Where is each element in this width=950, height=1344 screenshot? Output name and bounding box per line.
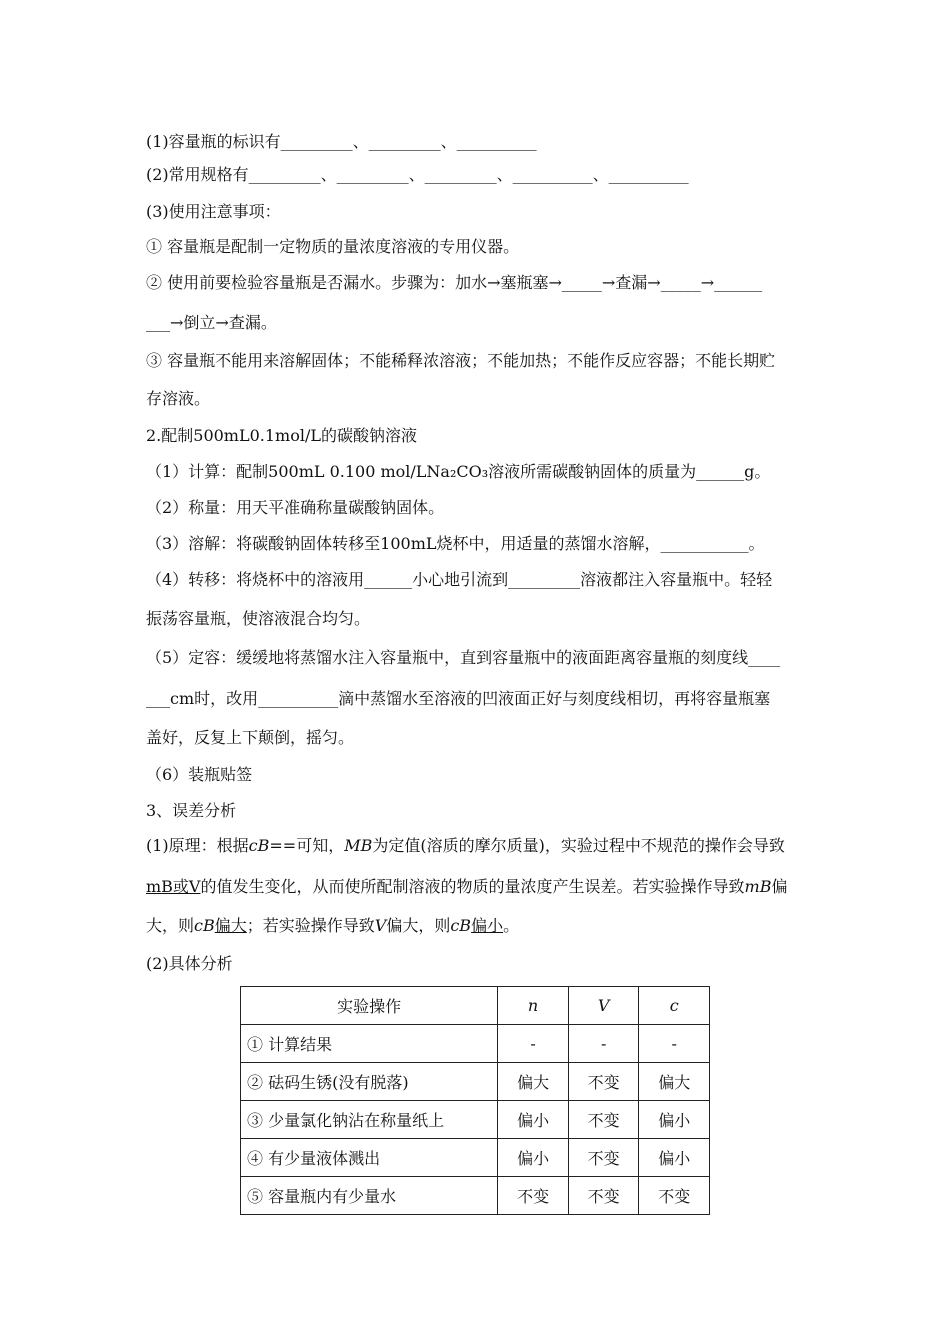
line-20 bbox=[146, 835, 785, 857]
line-22 bbox=[146, 915, 519, 937]
l22c: 偏大 bbox=[214, 916, 247, 935]
line-2: (2)常用规格有_________、_________、_________、__________、__________ bbox=[146, 165, 689, 184]
line-3: (3)使用注意事项： bbox=[146, 202, 281, 221]
cell-n: 偏小 bbox=[498, 1139, 569, 1177]
l22d: ；若实验操作导致 bbox=[246, 916, 375, 935]
line-5: ② 使用前要检验容量瓶是否漏水。步骤为：加水→塞瓶塞→_____→查漏→_____→______ bbox=[146, 273, 763, 292]
cell-n: 不变 bbox=[498, 1177, 569, 1215]
header-v-text: V bbox=[597, 996, 610, 1015]
header-n bbox=[498, 987, 569, 1025]
cell-v: 不变 bbox=[568, 1063, 639, 1101]
cell-operation: ③ 少量氯化钠沾在称量纸上 bbox=[241, 1101, 498, 1139]
line-10: （1）计算：配制500mL 0.100 mol/LNa₂CO₃溶液所需碳酸钠固体的质量为______g。 bbox=[146, 462, 771, 481]
header-n-text: n bbox=[527, 996, 539, 1015]
cell-c: 不变 bbox=[639, 1177, 710, 1215]
cell-v: 不变 bbox=[568, 1101, 639, 1139]
cell-operation: ① 计算结果 bbox=[241, 1025, 498, 1063]
cell-operation: ④ 有少量液体溅出 bbox=[241, 1139, 498, 1177]
l21d: 偏 bbox=[771, 877, 788, 896]
table-row bbox=[241, 1025, 710, 1063]
table-row bbox=[241, 1101, 710, 1139]
cell-v: - bbox=[568, 1025, 639, 1063]
line-16: ___cm时，改用__________滴中蒸馏水至溶液的凹液面正好与刻度线相切，再将容量瓶塞 bbox=[146, 689, 771, 708]
cell-v: 不变 bbox=[568, 1177, 639, 1215]
l22i: 。 bbox=[503, 916, 520, 935]
error-analysis-table bbox=[240, 986, 710, 1215]
l20c: ==可知， bbox=[269, 836, 345, 855]
line-21 bbox=[146, 876, 787, 898]
cell-v: 不变 bbox=[568, 1139, 639, 1177]
table-header-row bbox=[241, 987, 710, 1025]
l22b: cB bbox=[194, 916, 215, 935]
line-14: 振荡容量瓶，使溶液混合均匀。 bbox=[146, 609, 371, 628]
cell-n: - bbox=[498, 1025, 569, 1063]
l21c: mB bbox=[744, 877, 772, 896]
header-operation: 实验操作 bbox=[241, 987, 498, 1025]
line-23: (2)具体分析 bbox=[146, 954, 233, 973]
table-row bbox=[241, 1177, 710, 1215]
l22f: 偏大，则 bbox=[386, 916, 451, 935]
line-12: （3）溶解：将碳酸钠固体转移至100mL烧杯中，用适量的蒸馏水溶解，___________。 bbox=[146, 534, 765, 553]
line-19: 3、误差分析 bbox=[146, 801, 237, 820]
l20d: MB bbox=[344, 836, 373, 855]
l22h: 偏小 bbox=[471, 916, 504, 935]
l21a: mB或V bbox=[146, 877, 201, 896]
l20e: 为定值(溶质的摩尔质量)，实验过程中不规范的操作会导致 bbox=[372, 836, 785, 855]
cell-c: 偏小 bbox=[639, 1101, 710, 1139]
l22g: cB bbox=[450, 916, 472, 935]
l20a: (1)原理：根据 bbox=[146, 836, 249, 855]
header-c-text: c bbox=[669, 996, 679, 1015]
table-row bbox=[241, 1139, 710, 1177]
l22e: V bbox=[374, 916, 387, 935]
l21b: 的值发生变化，从而使所配制溶液的物质的量浓度产生误差。若实验操作导致 bbox=[200, 877, 745, 896]
header-c bbox=[639, 987, 710, 1025]
table-row bbox=[241, 1063, 710, 1101]
line-4: ① 容量瓶是配制一定物质的量浓度溶液的专用仪器。 bbox=[146, 237, 520, 256]
l20b: cB bbox=[248, 836, 270, 855]
line-17: 盖好，反复上下颠倒，摇匀。 bbox=[146, 728, 355, 747]
cell-operation: ② 砝码生锈(没有脱落) bbox=[241, 1063, 498, 1101]
line-18: （6）装瓶贴签 bbox=[146, 765, 253, 784]
cell-c: - bbox=[639, 1025, 710, 1063]
line-8: 存溶液。 bbox=[146, 389, 211, 408]
cell-c: 偏大 bbox=[639, 1063, 710, 1101]
line-6: ___→倒立→查漏。 bbox=[146, 313, 277, 332]
cell-operation: ⑤ 容量瓶内有少量水 bbox=[241, 1177, 498, 1215]
header-v bbox=[568, 987, 639, 1025]
line-9: 2.配制500mL0.1mol/L的碳酸钠溶液 bbox=[146, 426, 417, 445]
line-1: (1)容量瓶的标识有_________、_________、__________ bbox=[146, 132, 537, 151]
cell-c: 偏小 bbox=[639, 1139, 710, 1177]
line-7: ③ 容量瓶不能用来溶解固体；不能稀释浓溶液；不能加热；不能作反应容器；不能长期贮 bbox=[146, 351, 776, 370]
l22a: 大，则 bbox=[146, 916, 195, 935]
cell-n: 偏小 bbox=[498, 1101, 569, 1139]
cell-n: 偏大 bbox=[498, 1063, 569, 1101]
line-15: （5）定容：缓缓地将蒸馏水注入容量瓶中，直到容量瓶中的液面距离容量瓶的刻度线____ bbox=[146, 648, 781, 667]
line-11: （2）称量：用天平准确称量碳酸钠固体。 bbox=[146, 498, 445, 517]
line-13: （4）转移：将烧杯中的溶液用______小心地引流到_________溶液都注入容量瓶中。轻轻 bbox=[146, 570, 773, 589]
